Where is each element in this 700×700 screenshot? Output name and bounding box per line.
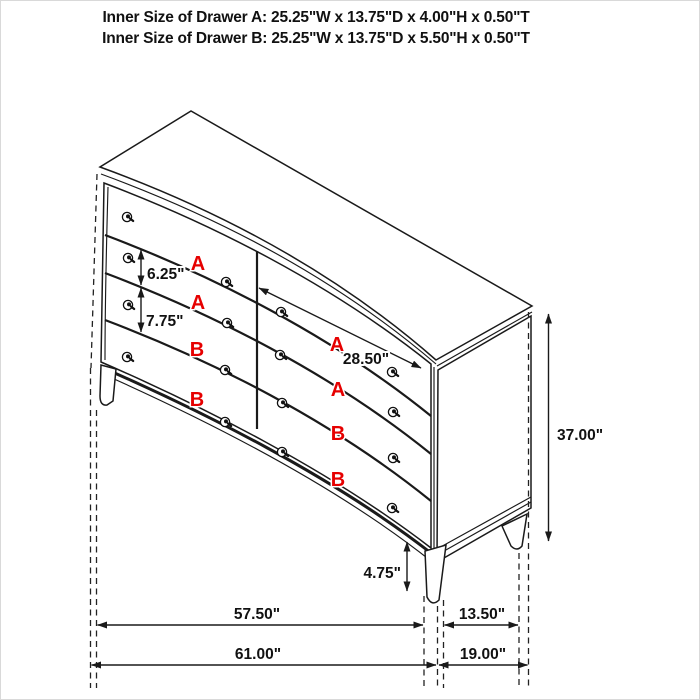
drawer-label-right-3: B	[330, 423, 346, 445]
header-drawer-a-size: Inner Size of Drawer A: 25.25"W x 13.75"D x 4.00"H x 0.50"T	[102, 9, 530, 26]
dim-leg-height	[363, 542, 407, 591]
extension-line-left-hidden-edge	[91, 174, 97, 368]
drawer-label-left-1: A	[190, 253, 206, 275]
dresser-drawing	[100, 111, 532, 603]
dim-overall-width	[92, 646, 437, 665]
dim-label-overall-width: 61.00"	[234, 646, 282, 663]
dim-label-overall-depth: 19.00"	[459, 646, 507, 663]
drawer-label-right-1: A	[329, 334, 345, 356]
dim-label-drawer-a-height: 6.25"	[147, 266, 185, 283]
drawer-label-right-4: B	[330, 469, 346, 491]
dim-front-width-between-legs	[98, 606, 424, 625]
dim-label-drawer-bank-width: 28.50"	[342, 351, 390, 368]
dim-side-depth-between-legs	[445, 606, 519, 625]
front-right-leg	[425, 545, 446, 603]
front-left-leg	[100, 365, 116, 405]
header-drawer-b-size: Inner Size of Drawer B: 25.25"W x 13.75"D x 5.50"H x 0.50"T	[102, 30, 530, 47]
dim-label-leg-height: 4.75"	[363, 565, 401, 582]
drawer-label-left-2: A	[190, 292, 206, 314]
dim-overall-height	[549, 314, 604, 541]
drawer-label-right-2: A	[330, 379, 346, 401]
dim-label-overall-height: 37.00"	[557, 427, 604, 444]
dim-label-drawer-b-height: 7.75"	[146, 313, 184, 330]
dim-label-front-width-between-legs: 57.50"	[233, 606, 281, 623]
dim-overall-depth	[439, 646, 528, 665]
drawer-label-left-4: B	[189, 389, 205, 411]
dim-label-side-depth-between-legs: 13.50"	[458, 606, 506, 623]
drawer-label-left-3: B	[189, 339, 205, 361]
